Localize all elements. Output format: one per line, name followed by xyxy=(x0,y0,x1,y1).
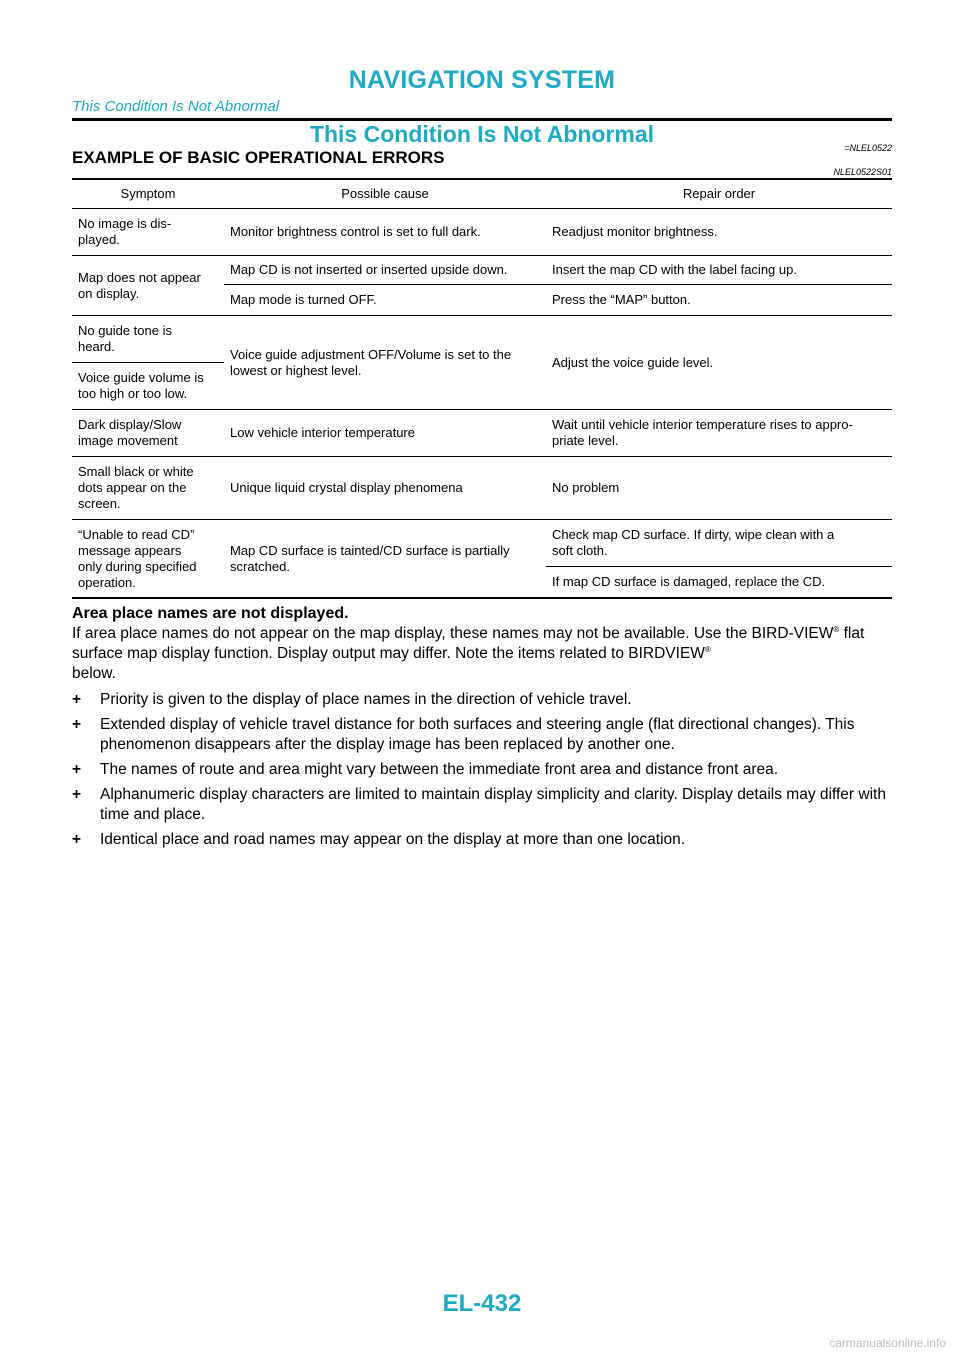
cause-cell: Monitor brightness control is set to full dark. xyxy=(224,209,546,256)
repair-cell: Adjust the voice guide level. xyxy=(546,316,892,410)
header-possible-cause: Possible cause xyxy=(224,180,546,209)
cause-cell: Unique liquid crystal display phenomena xyxy=(224,457,546,520)
notes-bullet-list xyxy=(72,690,892,850)
repair-cell: If map CD surface is damaged, replace the CD. xyxy=(546,567,892,599)
subsection-ref-code: NLEL0522S01 xyxy=(833,167,892,177)
bullet-plus-icon: + xyxy=(72,691,82,708)
bullet-text: Extended display of vehicle travel distance for both surfaces and steering angle (flat directional changes). This phenomenon disappears after the display image has been replaced by another one. xyxy=(100,716,855,753)
cause-cell: Low vehicle interior temperature xyxy=(224,410,546,457)
bullet-plus-icon: + xyxy=(72,831,82,848)
notes-section xyxy=(72,604,892,855)
repair-cell: Readjust monitor brightness. xyxy=(546,209,892,256)
notes-paragraph-part-c: below. xyxy=(72,665,116,682)
table-row xyxy=(72,256,892,285)
list-item xyxy=(72,690,892,710)
section-ref-code: =NLEL0522 xyxy=(844,143,892,153)
bullet-plus-icon: + xyxy=(72,786,82,803)
symptom-cell: “Unable to read CD” message appears only during specified operation. xyxy=(72,520,224,599)
page-number: EL-432 xyxy=(442,1290,522,1317)
list-item xyxy=(72,785,892,825)
bullet-text: Alphanumeric display characters are limited to maintain display simplicity and clarity. Display details may differ with time and place. xyxy=(100,786,886,823)
symptom-cell: No guide tone is heard. xyxy=(72,316,224,363)
symptom-cell: Voice guide volume is too high or too low. xyxy=(72,363,224,410)
table-row xyxy=(72,209,892,256)
table-row xyxy=(72,316,892,363)
list-item xyxy=(72,715,892,755)
table-header-row xyxy=(72,180,892,209)
registered-mark: ® xyxy=(704,644,711,654)
bullet-text: The names of route and area might vary between the immediate front area and distance front area. xyxy=(100,761,779,778)
repair-cell: Check map CD surface. If dirty, wipe clean with a soft cloth. xyxy=(546,520,892,567)
symptom-cell: No image is dis- played. xyxy=(72,209,224,256)
subsection-title: EXAMPLE OF BASIC OPERATIONAL ERRORS xyxy=(72,148,445,167)
symptom-cell: Dark display/Slow image movement xyxy=(72,410,224,457)
notes-paragraph-part-b: flat surface map display function. Display output may differ. Note the items related to BIRDVIEW xyxy=(72,625,865,662)
symptom-cell: Small black or white dots appear on the screen. xyxy=(72,457,224,520)
table-row xyxy=(72,520,892,567)
list-item xyxy=(72,830,892,850)
notes-paragraph xyxy=(72,624,892,684)
header-title: NAVIGATION SYSTEM xyxy=(348,66,616,94)
cause-cell: Map CD surface is tainted/CD surface is partially scratched. xyxy=(224,520,546,599)
notes-heading: Area place names are not displayed. xyxy=(72,605,349,622)
header-symptom: Symptom xyxy=(72,180,224,209)
cause-cell: Map mode is turned OFF. xyxy=(224,285,546,316)
notes-paragraph-part-a: If area place names do not appear on the map display, these names may not be available. Use the BIRD-VIEW xyxy=(72,625,834,642)
repair-cell: Press the “MAP” button. xyxy=(546,285,892,316)
symptom-cell: Map does not appear on display. xyxy=(72,256,224,316)
repair-cell: Insert the map CD with the label facing up. xyxy=(546,256,892,285)
cause-cell: Map CD is not inserted or inserted upside down. xyxy=(224,256,546,285)
bullet-text: Priority is given to the display of place names in the direction of vehicle travel. xyxy=(100,691,632,708)
bullet-plus-icon: + xyxy=(72,716,82,733)
list-item xyxy=(72,760,892,780)
repair-cell: No problem xyxy=(546,457,892,520)
bullet-text: Identical place and road names may appear on the display at more than one location. xyxy=(100,831,686,848)
bullet-plus-icon: + xyxy=(72,761,82,778)
symptom-table xyxy=(72,180,892,599)
table-row xyxy=(72,410,892,457)
repair-cell: Wait until vehicle interior temperature rises to appro- priate level. xyxy=(546,410,892,457)
registered-mark: ® xyxy=(833,624,840,634)
watermark-text: carmanualsonline.info xyxy=(829,1336,946,1350)
section-title: This Condition Is Not Abnormal xyxy=(309,121,655,147)
table-row xyxy=(72,457,892,520)
header-subtitle: This Condition Is Not Abnormal xyxy=(72,98,280,115)
cause-cell: Voice guide adjustment OFF/Volume is set to the lowest or highest level. xyxy=(224,316,546,410)
header-repair-order: Repair order xyxy=(546,180,892,209)
